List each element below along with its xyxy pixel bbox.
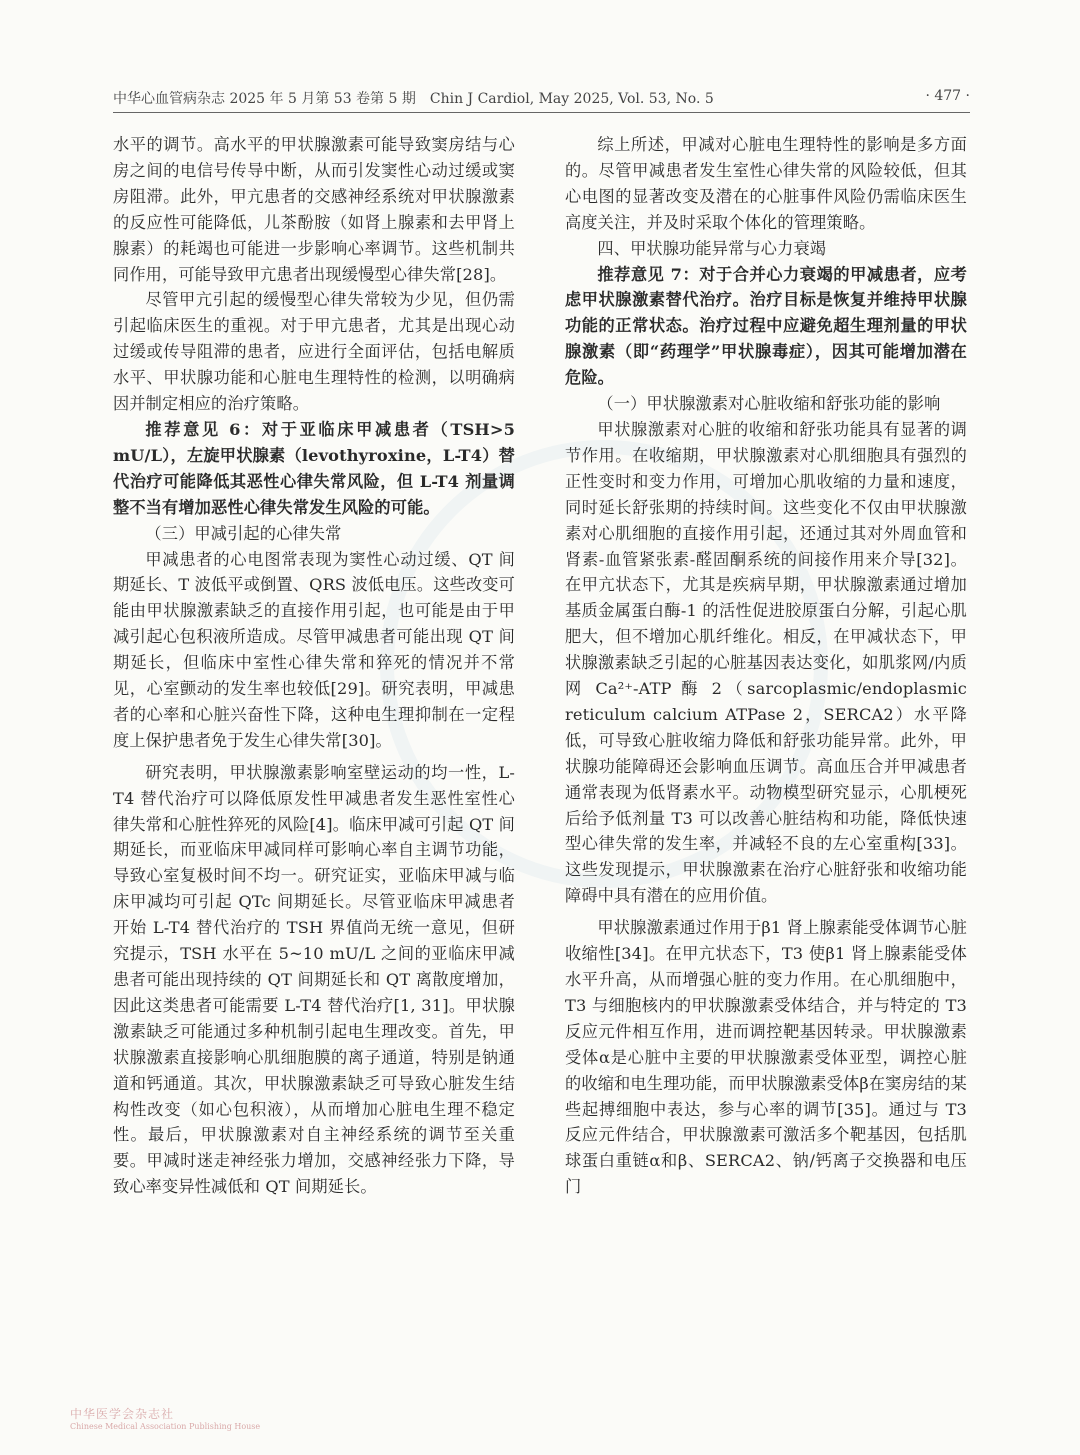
body-paragraph: （三）甲减引起的心律失常	[145, 523, 342, 543]
publisher-name: 中华医学会杂志社	[70, 1407, 175, 1421]
body-paragraph: （一）甲状腺激素对心脏收缩和舒张功能的影响	[597, 394, 941, 414]
running-header	[113, 88, 970, 113]
journal-citation: 中华心血管病杂志 2025 年 5 月第 53 卷第 5 期 Chin J Cardiol, May 2025, Vol. 53, No. 5	[113, 91, 714, 107]
body-paragraph: 综上所述，甲减对心脏电生理特性的影响是多方面的。尽管甲减患者发生室性心律失常的风险较低，但其心电图的显著改变及潜在的心脏事件风险仍需临床医生高度关注，并及时采取个体化的管理策略。	[565, 135, 967, 232]
body-paragraph: 四、甲状腺功能异常与心力衰竭	[597, 238, 827, 258]
page-number: · 477 ·	[925, 88, 970, 104]
publisher-footer	[70, 1405, 260, 1431]
body-paragraph: 研究表明，甲状腺激素影响室壁运动的均一性，L-T4 替代治疗可以降低原发性甲减患者发生恶性室性心律失常和心脏性猝死的风险[4]。临床甲减可引起 QT 间期延长，而亚临床甲减同样可影响心率自主调节功能，导致心室复极时间不均一。研究证实，亚临床甲减与临床甲减均可引起 QTc 间期延长。尽管亚临床甲减患者开始 L-T4 替代治疗的 TSH 界值尚无统一意见，但研究提示，TSH 水平在 5~10 mU/L 之间的亚临床甲减患者可能出现持续的 QT 间期延长和 QT 离散度增加，因此这类患者可能需要 L-T4 替代治疗[1, 31]。甲状腺激素缺乏可能通过多种机制引起电生理改变。首先，甲状腺激素直接影响心肌细胞膜的离子通道，特别是钠通道和钙通道。其次，甲状腺激素缺乏可导致心脏发生结构性改变（如心包积液），从而增加心脏电生理不稳定性。最后，甲状腺激素对自主神经系统的调节至关重要。甲减时迷走神经张力增加，交感神经张力下降，导致心率变异性减低和 QT 间期延长。	[113, 762, 515, 1197]
body-paragraph: 甲减患者的心电图常表现为窦性心动过缓、QT 间期延长、T 波低平或倒置、QRS 波低电压。这些改变可能由甲状腺激素缺乏的直接作用引起，也可能是由于甲减引起心包积液所造成。尽管甲减患者可能出现 QT 间期延长，但临床中室性心律失常和猝死的情况并不常见，心室颤动的发生率也较低[29]。研究表明，甲减患者的心率和心脏兴奋性下降，这种电生理抑制在一定程度上保护患者免于发生心律失常[30]。	[113, 549, 515, 750]
body-paragraph: 水平的调节。高水平的甲状腺激素可能导致窦房结与心房之间的电信号传导中断，从而引发窦性心动过缓或窦房阻滞。此外，甲亢患者的交感神经系统对甲状腺激素的反应性可能降低，儿茶酚胺（如肾上腺素和去甲肾上腺素）的耗竭也可能进一步影响心率调节。这些机制共同作用，可能导致甲亢患者出现缓慢型心律失常[28]。	[113, 135, 515, 284]
publisher-name-en: Chinese Medical Association Publishing House	[70, 1422, 261, 1431]
left-column	[113, 132, 515, 1200]
recommendation-paragraph: 推荐意见 6：对于亚临床甲减患者（TSH>5 mU/L），左旋甲状腺素（levothyroxine，L-T4）替代治疗可能降低其恶性心律失常风险，但 L-T4 剂量调整不当有增加恶性心律失常发生风险的可能。	[113, 419, 515, 517]
recommendation-paragraph: 推荐意见 7：对于合并心力衰竭的甲减患者，应考虑甲状腺激素替代治疗。治疗目标是恢复并维持甲状腺功能的正常状态。治疗过程中应避免超生理剂量的甲状腺激素（即“药理学”甲状腺毒症），因其可能增加潜在危险。	[565, 264, 967, 388]
body-paragraph: 甲状腺激素对心脏的收缩和舒张功能具有显著的调节作用。在收缩期，甲状腺激素对心肌细胞具有强烈的正性变时和变力作用，可增加心肌收缩的力量和速度，同时延长舒张期的持续时间。这些变化不仅由甲状腺激素对心肌细胞的直接作用引起，还通过其对外周血管和肾素-血管紧张素-醛固酮系统的间接作用来介导[32]。在甲亢状态下，尤其是疾病早期，甲状腺激素通过增加基质金属蛋白酶-1 的活性促进胶原蛋白分解，引起心肌肥大，但不增加心肌纤维化。相反，在甲减状态下，甲状腺激素缺乏引起的心脏基因表达变化，如肌浆网/内质网 Ca²⁺-ATP 酶 2（sarcoplasmic/endoplasmic reticulum calcium ATPase 2，SERCA2）水平降低，可导致心脏收缩力降低和舒张功能异常。此外，甲状腺功能障碍还会影响血压调节。高血压合并甲减患者通常表现为低肾素水平。动物模型研究显示，心肌梗死后给予低剂量 T3 可以改善心脏结构和功能，降低快速型心律失常的发生率，并减轻不良的左心室重构[33]。这些发现提示，甲状腺激素在治疗心脏舒张和收缩功能障碍中具有潜在的应用价值。	[565, 419, 967, 906]
body-paragraph: 甲状腺激素通过作用于β1 肾上腺素能受体调节心脏收缩性[34]。在甲亢状态下，T3 使β1 肾上腺素能受体水平升高，从而增强心脏的变力作用。在心肌细胞中，T3 与细胞核内的甲状腺激素受体结合，并与特定的 T3 反应元件相互作用，进而调控靶基因转录。甲状腺激素受体α是心脏中主要的甲状腺激素受体亚型，调控心脏的收缩和电生理功能，而甲状腺激素受体β在窦房结的某些起搏细胞中表达，参与心率的调节[35]。通过与 T3 反应元件结合，甲状腺激素可激活多个靶基因，包括肌球蛋白重链α和β、SERCA2、钠/钙离子交换器和电压门	[565, 918, 967, 1197]
right-column	[565, 132, 967, 1200]
body-paragraph: 尽管甲亢引起的缓慢型心律失常较为少见，但仍需引起临床医生的重视。对于甲亢患者，尤其是出现心动过缓或传导阻滞的患者，应进行全面评估，包括电解质水平、甲状腺功能和心脏电生理特性的检测，以明确病因并制定相应的治疗策略。	[113, 290, 515, 414]
